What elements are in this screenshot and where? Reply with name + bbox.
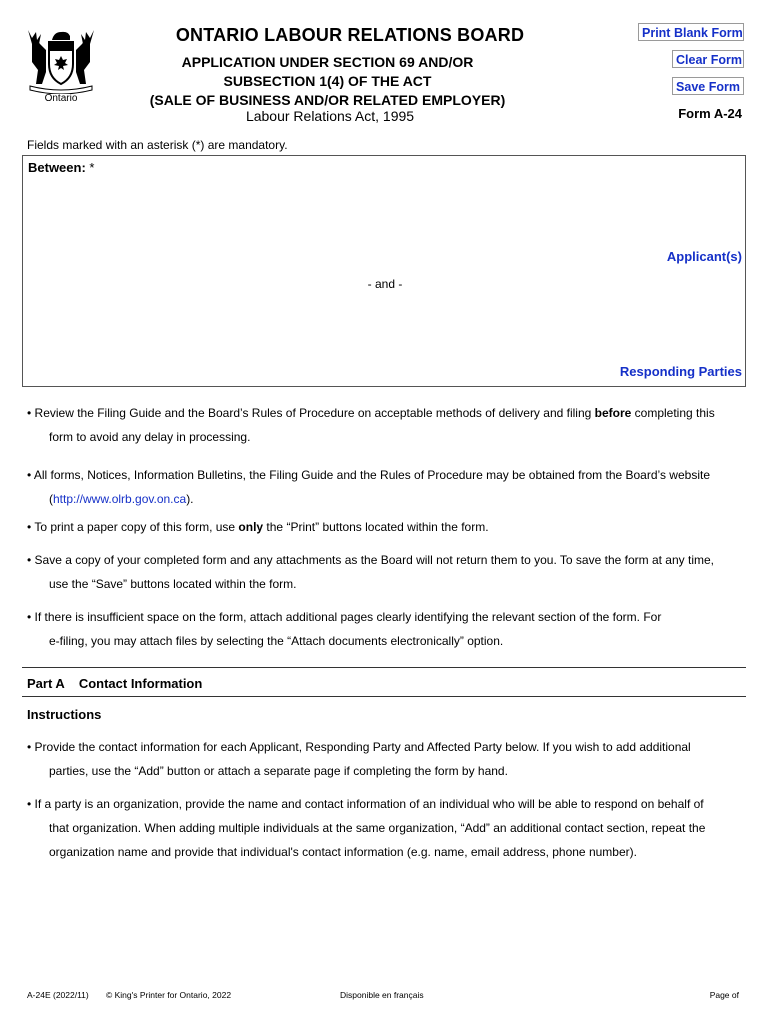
instruction-contact bbox=[27, 735, 747, 783]
part-a-title: Contact Information bbox=[78, 676, 203, 691]
part-a-heading bbox=[27, 676, 202, 691]
bullet-text: completing this bbox=[631, 406, 715, 420]
section-divider bbox=[22, 696, 746, 697]
required-asterisk: * bbox=[89, 160, 95, 175]
bullet-text: • Provide the contact information for each Applicant, Responding Party and Affected Party below. If you wish to add additional bbox=[27, 740, 691, 754]
parties-field[interactable] bbox=[22, 155, 746, 387]
bullet-text: use the “Save” buttons located within the form. bbox=[49, 577, 297, 591]
board-title: ONTARIO LABOUR RELATIONS BOARD bbox=[175, 25, 525, 45]
bullet-emphasis: before bbox=[594, 406, 632, 420]
part-a-label: Part A bbox=[27, 676, 65, 691]
instructions-heading: Instructions bbox=[27, 707, 102, 722]
olrb-website-link[interactable]: http://www.olrb.gov.on.ca bbox=[53, 492, 187, 506]
bullet-text: • Review the Filing Guide and the Board’s Rules of Procedure on acceptable methods of delivery and filing bbox=[27, 406, 595, 420]
section-divider bbox=[22, 667, 746, 668]
bullet-emphasis: only bbox=[238, 520, 264, 534]
ontario-label: Ontario bbox=[44, 93, 78, 104]
bullet-text bbox=[27, 487, 747, 511]
bullet-text: • All forms, Notices, Information Bulletins, the Filing Guide and the Rules of Procedure may be obtained from the Board’s website bbox=[27, 468, 710, 482]
bullet-filing-guide bbox=[27, 401, 747, 449]
bullet-text: • Save a copy of your completed form and any attachments as the Board will not return them to you. To save the form at any time, bbox=[27, 553, 714, 567]
bullet-text: form to avoid any delay in processing. bbox=[49, 430, 251, 444]
bullet-attach bbox=[27, 605, 747, 653]
form-code: A-24E (2022/11) bbox=[27, 990, 89, 1000]
subtitle-line-2: SUBSECTION 1(4) OF THE ACT bbox=[223, 73, 432, 89]
save-form-button[interactable]: Save Form bbox=[672, 77, 744, 95]
clear-form-button[interactable]: Clear Form bbox=[672, 50, 744, 68]
bullet-print bbox=[27, 515, 747, 539]
copyright: © King's Printer for Ontario, 2022 bbox=[106, 990, 232, 1000]
between-text: Between: bbox=[28, 160, 86, 175]
between-label bbox=[28, 160, 94, 175]
paren-open: ( bbox=[49, 492, 53, 506]
responding-parties-label: Responding Parties bbox=[619, 364, 742, 379]
applicants-label: Applicant(s) bbox=[666, 249, 742, 264]
form-number: Form A-24 bbox=[678, 106, 742, 121]
bullet-text: • To print a paper copy of this form, use bbox=[27, 520, 239, 534]
act-name: Labour Relations Act, 1995 bbox=[245, 108, 415, 124]
bullet-save bbox=[27, 548, 747, 596]
bullet-text: that organization. When adding multiple individuals at the same organization, “Add” an additional contact section, repeat the bbox=[49, 821, 706, 835]
ontario-coat-of-arms-icon bbox=[22, 24, 100, 94]
and-separator: - and - bbox=[367, 277, 403, 291]
mandatory-note: Fields marked with an asterisk (*) are mandatory. bbox=[27, 138, 288, 152]
bullet-text: parties, use the “Add” button or attach a separate page if completing the form by hand. bbox=[49, 764, 508, 778]
bullet-website bbox=[27, 463, 747, 511]
subtitle-line-3: (SALE OF BUSINESS AND/OR RELATED EMPLOYER) bbox=[149, 92, 506, 108]
page-number: Page of bbox=[709, 990, 739, 1000]
bullet-text: e-filing, you may attach files by selecting the “Attach documents electronically” option. bbox=[49, 634, 504, 648]
form-subtitle bbox=[120, 53, 535, 110]
print-blank-form-button[interactable]: Print Blank Form bbox=[638, 23, 744, 41]
bullet-text: • If a party is an organization, provide the name and contact information of an individual who will be able to respond on behalf of bbox=[27, 797, 704, 811]
subtitle-line-1: APPLICATION UNDER SECTION 69 AND/OR bbox=[181, 54, 474, 70]
paren-close: ). bbox=[186, 492, 194, 506]
bullet-text: organization name and provide that individual's contact information (e.g. name, email address, phone number). bbox=[49, 845, 637, 859]
bullet-text: the “Print” buttons located within the form. bbox=[263, 520, 489, 534]
french-version-note: Disponible en français bbox=[340, 990, 424, 1000]
instruction-organization bbox=[27, 792, 747, 864]
bullet-text: • If there is insufficient space on the form, attach additional pages clearly identifying the relevant section of the form. For bbox=[27, 610, 662, 624]
